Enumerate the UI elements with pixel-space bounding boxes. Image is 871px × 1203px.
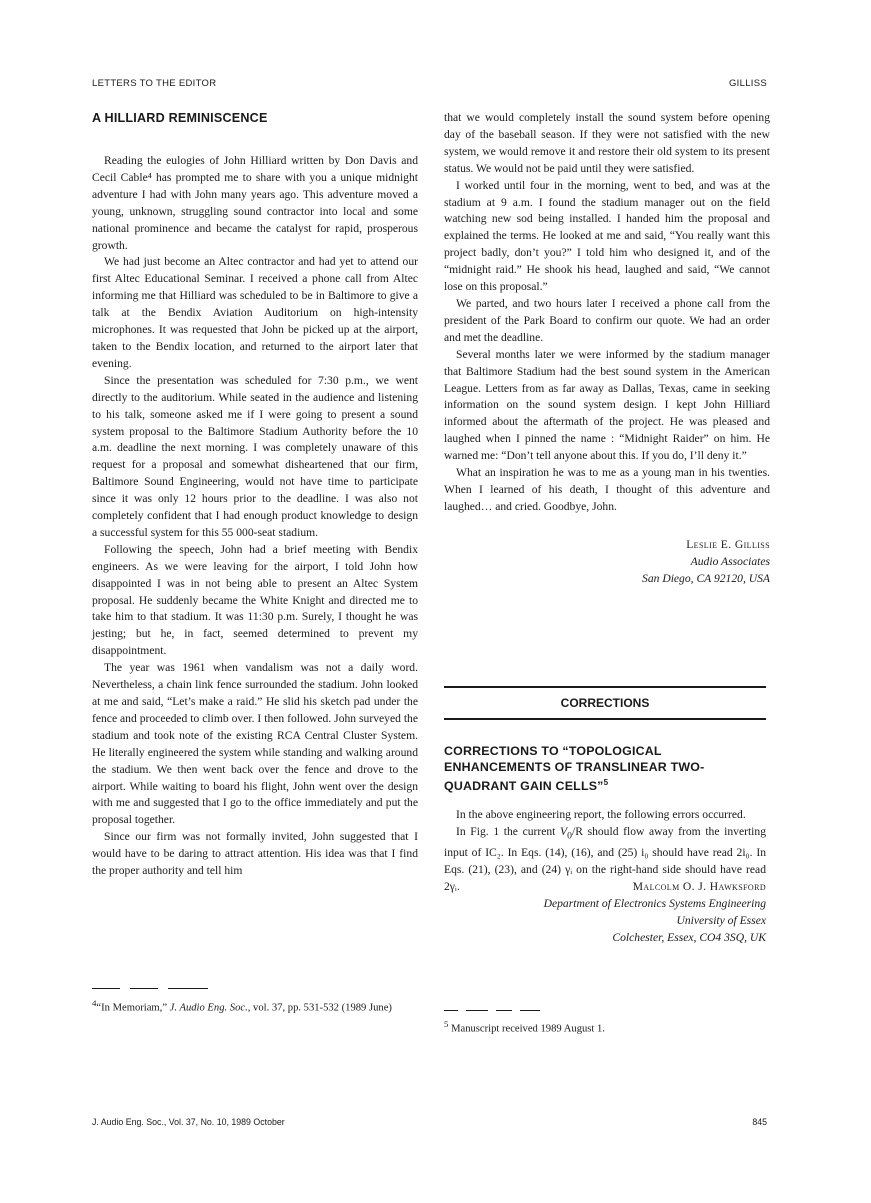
corrections-title-marker: 5 (603, 778, 609, 787)
signature-name: Malcolm O. J. Hawksford (632, 880, 766, 893)
letter-signature (444, 536, 770, 587)
page-number: 845 (752, 1117, 767, 1127)
footnote-rule (496, 1010, 512, 1011)
letter-title: A HILLIARD REMINISCENCE (92, 111, 268, 125)
corrections-subscript: 0 (567, 830, 572, 842)
letter-paragraph: We had just become an Altec contractor and had yet to attend our first Altec Educational Seminar. I received a phone call from Altec informing me that Hilliard was scheduled to be in Baltimore to give a talk at the Bendix Aviation Auditorium on high-intensity microphones. It was requested that John be picked up at the airport, taken to the Bendix location, and returned to the airport later that evening. (92, 255, 418, 370)
corrections-banner: CORRECTIONS (444, 686, 766, 720)
letter-paragraph: Since our firm was not formally invited, John suggested that I would have to be daring to attract attention. His idea was that I find the proper authority and tell him (92, 830, 418, 878)
signature-affiliation: University of Essex (676, 914, 766, 927)
signature-name: Leslie E. Gilliss (686, 537, 770, 551)
letter-paragraph: Reading the eulogies of John Hilliard written by Don Davis and Cecil Cable⁴ has prompted me to share with you a unique midnight adventure I had with John many years ago. This adventure moved a young, unknown, struggling sound contractor into local and some national prominence and became the catalyst for rapid, prosperous growth. (92, 154, 418, 252)
footnote-rule (444, 1010, 458, 1011)
footnote-text: Manuscript received 1989 August 1. (451, 1023, 605, 1035)
letter-paragraph: Following the speech, John had a brief meeting with Bendix engineers. As we were leaving for the airport, I told John how disappointed I was in not being able to present an Altec System proposal. He suddenly became the White Knight and directed me to take him to that stadium. It was 11:30 p.m. Surely, I thought he was jesting; but he, in fact, seemed determined to prevent my disappointment. (92, 542, 418, 658)
footnote-rule (168, 988, 208, 989)
letter-paragraph: I worked until four in the morning, went to bed, and was at the stadium at 9 a.m. I found the stadium manager out on the field watching new sod being installed. I handed him the proposal and explained the terms. He looked at me and said, “You really want this project badly, don’t you?” I told him who designed it, and of the “midnight raid.” He shook his head, laughed and said, “We cannot lose on this proposal.” (444, 178, 770, 294)
corrections-title (444, 744, 766, 795)
corrections-text: /R should flow away from the inverting input of IC₂. In Eqs. (14), (16), and (25) i₀ should have read 2i₀. In Eqs. (21), (23), and (24) γᵢ on the right-hand side should have read 2γᵢ. (444, 825, 766, 894)
footnote-rule (130, 988, 158, 989)
corrections-title-text: CORRECTIONS TO “TOPOLOGICAL ENHANCEMENTS OF TRANSLINEAR TWO-QUADRANT GAIN CELLS” (444, 744, 705, 794)
footnote-text: , vol. 37, pp. 531-532 (1989 June) (247, 1002, 392, 1014)
signature-location: Colchester, Essex, CO4 3SQ, UK (612, 931, 766, 944)
letter-paragraph: Since the presentation was scheduled for 7:30 p.m., we went directly to the auditorium. While seated in the audience and listening to his talk, someone asked me if I were going to present a sound system proposal to the Baltimore Stadium Authority before the 10 a.m. deadline the next morning. I was completely unaware of this request for a proposal and somewhat disheartened that our firm, Baltimore Sound Engineering, would not have time to participate since it was only 12 hours prior to the deadline. I was also not completely confident that I had enough product knowledge to design a successful system for this 55 000-seat stadium. (92, 373, 418, 539)
running-header-author: GILLISS (728, 78, 767, 89)
signature-affiliation: Audio Associates (690, 554, 770, 568)
letter-paragraph: What an inspiration he was to me as a young man in his twenties. When I learned of his death, I thought of this adventure and laughed… and cried. Goodbye, John. (444, 466, 770, 513)
signature-affiliation: Department of Electronics Systems Engineering (543, 897, 766, 910)
journal-citation-footer: J. Audio Eng. Soc., Vol. 37, No. 10, 1989 October (92, 1117, 285, 1127)
letter-paragraph: The year was 1961 when vandalism was not a daily word. Nevertheless, a chain link fence surrounded the stadium. John looked at me and said, “Let’s make a raid.” He slid his sketch pad under the fence and proceeded to climb over. I then followed. John surveyed the stadium and took note of the existing RCA Central Cluster System. He literally engineered the system while standing and walking around the stadium. We then went back over the fence and drove to the airport. While waiting to board his flight, John went over the design with me and suggested that I go to the office immediately and put the proposal together. (92, 661, 418, 827)
footnote-rule (466, 1010, 488, 1011)
footnote-rule (520, 1010, 540, 1011)
footnote-rule (92, 988, 120, 989)
footnote-marker: 5 (444, 1019, 449, 1029)
left-column (92, 110, 418, 880)
letter-paragraph: We parted, and two hours later I received a phone call from the president of the Park Board to confirm our quote. We had an order and met the deadline. (444, 296, 770, 344)
footnote-text: “In Memoriam,” (96, 1002, 170, 1014)
signature-location: San Diego, CA 92120, USA (642, 571, 770, 585)
running-header-section: LETTERS TO THE EDITOR (92, 78, 217, 89)
footnote-journal: J. Audio Eng. Soc. (169, 1002, 248, 1014)
right-column (444, 110, 770, 587)
letter-paragraph: Several months later we were informed by the stadium manager that Baltimore Stadium had the best sound system in the American League. Letters from as far away as Dallas, Texas, came in seeking information on the sound system design. I kept John Hilliard informed about the aftermath of the project. He was pleased and laughed when I pinned the name : “Midnight Raider” on him. He warned me: “Don’t tell anyone about this. If you do, I’ll deny it.” (444, 347, 770, 463)
corrections-paragraph: In the above engineering report, the following errors occurred. (456, 808, 746, 821)
footnote-4 (92, 996, 418, 1016)
footnote-5 (444, 1017, 766, 1037)
letter-paragraph: that we would completely install the sound system before opening day of the baseball season. If they were not satisfied with the new system, we would remove it and restore their old system to its present status. We would not be paid until they were satisfied. (444, 111, 770, 175)
footnote-marker: 4 (92, 998, 97, 1008)
corrections-variable: V (560, 825, 568, 838)
corrections-text: In Fig. 1 the current (456, 825, 561, 838)
corrections-signature (444, 878, 766, 946)
